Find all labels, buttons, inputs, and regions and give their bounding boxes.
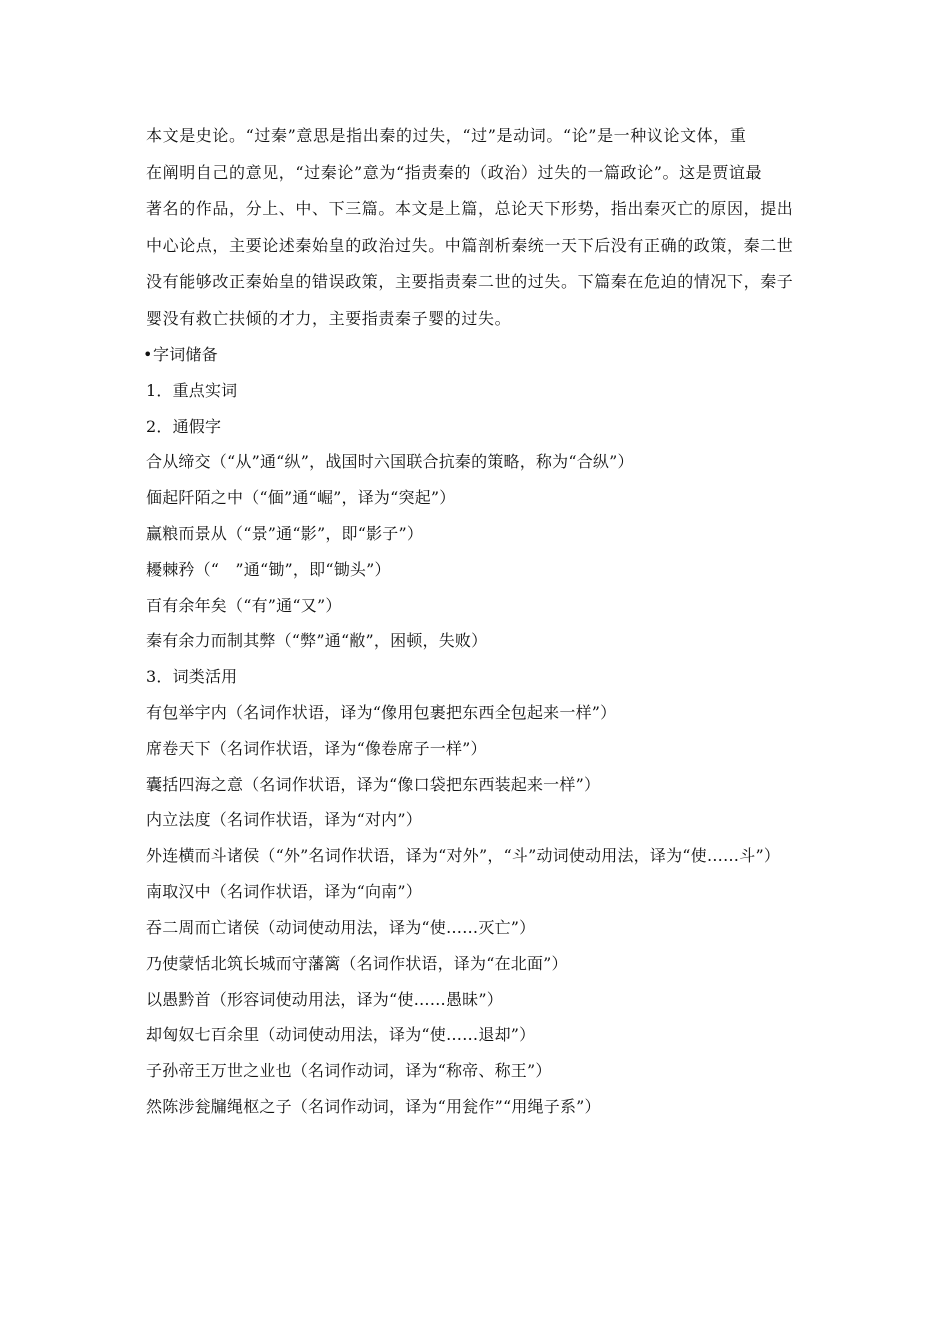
bullet-icon: • <box>143 345 153 364</box>
huoyong-item: 外连横而斗诸侯（“外”名词作状语，译为“对外”，“斗”动词使动用法，译为“使……斗”） <box>146 846 781 866</box>
tongjia-item: 赢粮而景从（“景”通“影”，即“影子”） <box>146 523 424 543</box>
huoyong-item: 南取汉中（名词作状语，译为“向南”） <box>146 882 422 902</box>
heading-word-class: 3．词类活用 <box>146 667 238 687</box>
tongjia-item: 百有余年矣（“有”通“又”） <box>146 595 342 615</box>
huoyong-item: 然陈涉瓮牖绳枢之子（名词作动词，译为“用瓮作”“用绳子系”） <box>146 1096 601 1116</box>
intro-line: 中心论点，主要论述秦始皇的政治过失。中篇剖析秦统一天下后没有正确的政策，秦二世 <box>146 235 794 255</box>
tongjia-item: 耰棘矜（“ ”通“锄”，即“锄头”） <box>146 559 391 579</box>
intro-paragraph <box>146 118 810 337</box>
huoyong-item: 有包举宇内（名词作状语，译为“像用包裹把东西全包起来一样”） <box>146 702 617 722</box>
section-heading <box>143 337 810 373</box>
huoyong-item: 囊括四海之意（名词作状语，译为“像口袋把东西装起来一样”） <box>146 774 601 794</box>
intro-line: 著名的作品，分上、中、下三篇。本文是上篇，总论天下形势，指出秦灭亡的原因，提出 <box>146 199 794 218</box>
huoyong-item: 乃使蒙恬北筑长城而守藩篱（名词作状语，译为“在北面”） <box>146 953 568 973</box>
huoyong-item: 吞二周而亡诸侯（动词使动用法，译为“使……灭亡”） <box>146 917 536 937</box>
huoyong-item: 子孙帝王万世之业也（名词作动词，译为“称帝、称王”） <box>146 1061 552 1081</box>
huoyong-item: 席卷天下（名词作状语，译为“像卷席子一样”） <box>146 738 487 758</box>
section-title: 字词储备 <box>153 345 218 364</box>
intro-line: 婴没有救亡扶倾的才力，主要指责秦子婴的过失。 <box>146 308 512 328</box>
heading-key-words: 1．重点实词 <box>146 380 238 400</box>
tongjia-item: 偭起阡陌之中（“偭”通“崛”，译为“突起”） <box>146 488 456 508</box>
huoyong-item: 以愚黔首（形容词使动用法，译为“使……愚昧”） <box>146 989 503 1009</box>
intro-line: 本文是史论。“过秦”意思是指出秦的过失，“过”是动词。“论”是一种议论文体，重 <box>146 126 747 145</box>
document-body <box>143 118 810 1125</box>
huoyong-item: 却匈奴七百余里（动词使动用法，译为“使……退却”） <box>146 1025 536 1045</box>
intro-line: 没有能够改正秦始皇的错误政策，主要指责秦二世的过失。下篇秦在危迫的情况下，秦子 <box>146 272 794 291</box>
intro-line: 在阐明自己的意见，“过秦论”意为“指责秦的（政治）过失的一篇政论”。这是贾谊最 <box>146 162 763 182</box>
huoyong-item: 内立法度（名词作状语，译为“对内”） <box>146 810 422 830</box>
heading-tongjia: 2．通假字 <box>146 416 222 436</box>
tongjia-item: 合从缔交（“从”通“纵”，战国时六国联合抗秦的策略，称为“合纵”） <box>146 452 634 472</box>
tongjia-item: 秦有余力而制其弊（“弊”通“敝”，困顿，失败） <box>146 631 488 651</box>
